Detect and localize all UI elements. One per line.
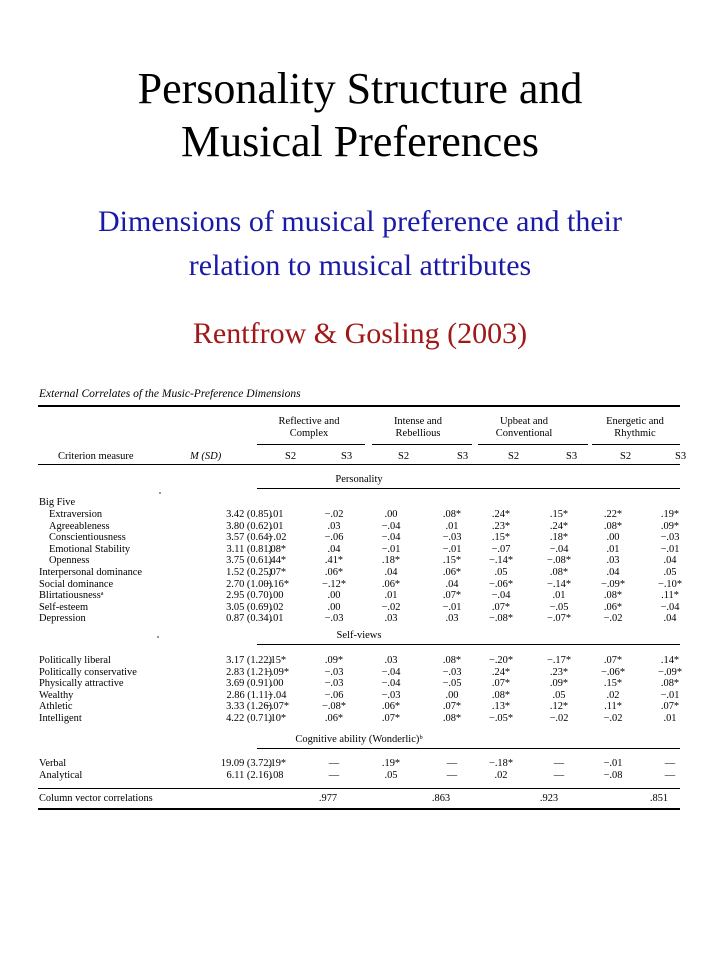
correlation-cell: .03: [606, 555, 620, 567]
section-rule: [257, 748, 680, 749]
row-mean-sd: 1.52 (0.25): [226, 567, 272, 578]
group-header-reflective: [265, 416, 353, 440]
group-header-intense: [373, 416, 463, 440]
table-row: [38, 666, 683, 678]
correlation-cell: −.01: [442, 601, 462, 613]
correlation-cell: .23*: [491, 520, 511, 532]
correlation-cell: .07*: [267, 567, 287, 578]
row-label: Big Five: [39, 497, 76, 508]
table-row: [38, 521, 680, 532]
group-rule: [372, 444, 472, 445]
correlation-cell: .05: [384, 769, 398, 781]
correlation-cell: .00: [606, 532, 620, 544]
correlation-cell: .08*: [267, 543, 287, 555]
correlation-cell: −.01: [381, 543, 401, 555]
correlation-cell: .24*: [491, 666, 511, 678]
subtitle-line-1: Dimensions of musical preference and their: [98, 205, 622, 238]
correlation-cell: .04: [606, 567, 620, 578]
table-top-rule: [38, 405, 680, 407]
correlation-cell: −.09*: [657, 666, 683, 678]
correlation-cell: .09*: [549, 678, 569, 690]
correlation-cell: −.02: [603, 713, 623, 724]
correlation-cell: −.20*: [488, 655, 514, 666]
correlation-cell: .01: [445, 520, 459, 532]
correlation-cell: .24*: [549, 520, 569, 532]
row-mean-sd: 3.80 (0.62): [226, 520, 272, 532]
correlation-cell: −.01: [660, 543, 680, 555]
table-row: [38, 770, 680, 781]
correlation-cell: −.03: [442, 532, 462, 544]
correlation-cell: .01: [552, 590, 566, 602]
table-row: [38, 758, 680, 769]
group-line: Rebellious: [395, 428, 441, 439]
row-mean-sd: 3.11 (0.81): [226, 543, 272, 555]
correlation-cell: −.12*: [321, 578, 347, 590]
correlation-cell: .04: [445, 578, 459, 590]
correlation-cell: .15*: [549, 509, 569, 520]
title-line-2: Musical Preferences: [181, 117, 539, 166]
group-rule: [478, 444, 588, 445]
row-label: Intelligent: [39, 713, 82, 724]
correlation-cell: −.03: [324, 666, 344, 678]
correlation-cell: .08*: [603, 520, 623, 532]
row-mean-sd: 3.05 (0.69): [226, 601, 272, 613]
vector-value: .851: [649, 793, 669, 804]
correlation-cell: −.06: [324, 532, 344, 544]
correlation-cell: .03: [384, 655, 398, 666]
correlation-cell: .05: [663, 567, 677, 578]
correlation-cell: .03: [384, 613, 398, 625]
slide-title: [0, 62, 720, 168]
correlation-cell: .01: [270, 509, 284, 520]
column-vector-row: [38, 793, 680, 804]
correlation-cell: —: [328, 769, 340, 781]
table-row: [38, 713, 680, 724]
correlation-cell: —: [446, 758, 458, 769]
correlation-cell: .02: [270, 601, 284, 613]
correlation-cell: .07*: [442, 701, 462, 713]
title-line-1: Personality Structure and: [137, 64, 583, 113]
correlation-cell: −.16*: [264, 578, 290, 590]
table-row: [38, 602, 680, 613]
correlation-cell: .08*: [442, 713, 462, 724]
table-row: [38, 578, 683, 590]
row-label: Blirtatiousnessᵃ: [39, 590, 104, 602]
correlation-cell: .02: [494, 769, 508, 781]
correlation-cell: .08*: [442, 655, 462, 666]
correlation-cell: —: [553, 769, 565, 781]
row-label: Politically conservative: [39, 666, 137, 678]
correlation-cell: .10*: [267, 713, 287, 724]
correlation-cell: .05: [494, 567, 508, 578]
row-label: Athletic: [39, 701, 73, 713]
correlation-cell: −.02: [324, 509, 344, 520]
row-mean-sd: 2.86 (1.11): [226, 689, 272, 701]
row-mean-sd: 2.70 (1.00): [226, 578, 272, 590]
subtitle-line-2: relation to musical attributes: [188, 249, 532, 282]
correlation-cell: .07*: [660, 701, 680, 713]
correlation-cell: −.02: [549, 713, 569, 724]
correlation-cell: −.09*: [264, 666, 290, 678]
correlation-cell: −.04: [660, 601, 680, 613]
correlation-cell: −.04: [267, 689, 287, 701]
table-row: [38, 509, 680, 520]
correlation-cell: .19*: [381, 758, 401, 769]
correlation-cell: .06*: [381, 701, 401, 713]
row-label: Openness: [49, 555, 90, 567]
correlation-cell: −.08*: [488, 613, 514, 625]
correlation-cell: −.03: [324, 613, 344, 625]
group-line: Rhythmic: [614, 428, 656, 439]
correlation-cell: .04: [327, 543, 341, 555]
group-line: Intense and: [393, 416, 443, 427]
correlation-cell: .00: [445, 689, 459, 701]
correlation-cell: −.07: [491, 543, 511, 555]
correlation-cell: −.04: [381, 678, 401, 690]
correlation-cell: .02: [606, 689, 620, 701]
row-label: Physically attractive: [39, 678, 124, 690]
correlation-cell: .08*: [549, 567, 569, 578]
correlation-cell: .22*: [603, 509, 623, 520]
group-line: Energetic and: [606, 416, 664, 427]
correlation-cell: .24*: [491, 509, 511, 520]
row-mean-sd: 3.69 (0.91): [226, 678, 272, 690]
correlation-cell: .03: [327, 520, 341, 532]
row-mean-sd: 4.22 (0.71): [226, 713, 272, 724]
correlation-cell: −.05*: [488, 713, 514, 724]
header-s3: S3: [457, 451, 469, 462]
correlation-cell: .04: [384, 567, 398, 578]
header-s3: S3: [341, 451, 353, 462]
group-header-energetic: [592, 416, 678, 440]
row-mean-sd: 3.75 (0.61): [226, 555, 272, 567]
correlation-cell: −.02: [267, 532, 287, 544]
correlation-cell: .07*: [603, 655, 623, 666]
correlation-cell: .41*: [324, 555, 344, 567]
slide-subtitle: [0, 200, 720, 288]
row-label: Column vector correlations: [39, 793, 153, 804]
correlation-cell: −.03: [442, 666, 462, 678]
header-s2: S2: [620, 451, 632, 462]
correlation-cell: .01: [663, 713, 677, 724]
row-label: Social dominance: [39, 578, 114, 590]
correlation-cell: .08*: [660, 678, 680, 690]
correlation-cell: .44*: [267, 555, 287, 567]
header-s3: S3: [566, 451, 578, 462]
correlation-cell: —: [553, 758, 565, 769]
group-rule: [257, 444, 365, 445]
correlation-cell: .08*: [491, 689, 511, 701]
correlation-cell: .04: [663, 555, 677, 567]
correlation-cell: −.14*: [488, 555, 514, 567]
correlation-cell: −.04: [381, 532, 401, 544]
group-line: Conventional: [495, 428, 553, 439]
correlation-cell: .15*: [442, 555, 462, 567]
header-s2: S2: [398, 451, 410, 462]
correlation-cell: −.04: [549, 543, 569, 555]
correlation-cell: .09*: [324, 655, 344, 666]
table-row: [38, 701, 680, 712]
correlation-cell: .03: [445, 613, 459, 625]
correlation-cell: −.07*: [264, 701, 290, 713]
row-mean-sd: 0.87 (0.34): [226, 613, 272, 625]
row-mean-sd: 3.33 (1.26): [226, 701, 272, 713]
row-label: Emotional Stability: [49, 543, 131, 555]
row-label: Wealthy: [39, 689, 74, 701]
table-row: [38, 690, 680, 701]
correlation-cell: −.03: [660, 532, 680, 544]
header-criterion: Criterion measure: [58, 451, 134, 462]
group-line: Upbeat and: [499, 416, 549, 427]
group-line: Complex: [289, 428, 329, 439]
correlation-cell: −.03: [381, 689, 401, 701]
correlation-cell: −.04: [381, 666, 401, 678]
vector-rule: [38, 788, 680, 789]
correlation-cell: .06*: [442, 567, 462, 578]
scan-speck: [159, 492, 161, 494]
correlation-cell: .01: [384, 590, 398, 602]
header-s2: S2: [285, 451, 297, 462]
correlation-cell: −.10*: [657, 578, 683, 590]
correlation-cell: .01: [270, 613, 284, 625]
correlation-cell: −.14*: [546, 578, 572, 590]
correlation-cell: −.08*: [321, 701, 347, 713]
section-rule: [257, 644, 680, 645]
row-mean-sd: 3.17 (1.22): [226, 655, 272, 666]
correlation-cell: —: [664, 758, 676, 769]
table-row: [38, 678, 680, 689]
correlation-cell: .19*: [267, 758, 287, 769]
correlation-cell: −.04: [381, 520, 401, 532]
citation: Rentfrow & Gosling (2003): [192, 317, 528, 350]
vector-value: .863: [431, 793, 451, 804]
correlation-cell: .00: [270, 678, 284, 690]
correlation-cell: −.01: [660, 689, 680, 701]
correlation-cell: −.06*: [600, 666, 626, 678]
section-rule: [257, 488, 680, 489]
correlation-cell: .06*: [603, 601, 623, 613]
row-label: Politically liberal: [39, 655, 111, 666]
correlation-cell: .07*: [381, 713, 401, 724]
correlation-cell: .19*: [660, 509, 680, 520]
correlation-cell: −.06*: [488, 578, 514, 590]
row-label: Interpersonal dominance: [39, 567, 142, 578]
correlation-cell: .09*: [660, 520, 680, 532]
table-row: [38, 567, 680, 578]
row-label: Agreeableness: [49, 520, 110, 532]
table-row: [38, 544, 680, 555]
correlation-cell: .00: [327, 590, 341, 602]
row-label: Self-esteem: [39, 601, 89, 613]
group-rule: [592, 444, 680, 445]
correlation-cell: −.09*: [600, 578, 626, 590]
correlation-cell: −.17*: [546, 655, 572, 666]
correlation-cell: .12*: [549, 701, 569, 713]
correlation-cell: .23*: [549, 666, 569, 678]
correlation-cell: .08*: [442, 509, 462, 520]
table-row: [38, 590, 680, 601]
correlation-cell: .07*: [491, 678, 511, 690]
correlation-cell: .08*: [603, 590, 623, 602]
correlation-cell: .14*: [660, 655, 680, 666]
table-row: [38, 613, 680, 624]
correlation-cell: —: [446, 769, 458, 781]
correlation-cell: .15*: [491, 532, 511, 544]
correlation-cell: .06*: [324, 713, 344, 724]
table-bottom-rule: [38, 808, 680, 810]
section-personality: Personality: [335, 474, 383, 485]
correlation-cell: .11*: [661, 590, 679, 602]
row-mean-sd: 2.95 (0.70): [226, 590, 272, 602]
correlation-cell: −.03: [324, 678, 344, 690]
row-label: Extraversion: [49, 509, 103, 520]
correlation-cell: —: [664, 769, 676, 781]
group-line: Reflective and: [278, 416, 340, 427]
correlation-cell: .04: [663, 613, 677, 625]
correlation-cell: .01: [270, 520, 284, 532]
correlation-cell: −.05: [549, 601, 569, 613]
correlation-cell: −.18*: [488, 758, 514, 769]
correlation-cell: −.08*: [546, 555, 572, 567]
correlation-cell: −.02: [603, 613, 623, 625]
row-label: Analytical: [39, 769, 83, 781]
correlation-cell: −.07*: [546, 613, 572, 625]
correlation-cell: −.01: [603, 758, 623, 769]
header-s2: S2: [508, 451, 520, 462]
correlation-cell: .01: [606, 543, 620, 555]
big-five-heading: [38, 497, 680, 508]
correlation-cell: .06*: [324, 567, 344, 578]
correlation-cell: —: [328, 758, 340, 769]
row-mean-sd: 2.83 (1.21): [226, 666, 272, 678]
correlation-cell: −.08: [603, 769, 623, 781]
correlation-cell: −.06: [324, 689, 344, 701]
correlation-cell: .06*: [381, 578, 401, 590]
correlation-cell: .15*: [603, 678, 623, 690]
row-label: Verbal: [39, 758, 67, 769]
correlation-cell: .00: [270, 590, 284, 602]
correlation-cell: .00: [384, 509, 398, 520]
correlation-cell: .18*: [549, 532, 569, 544]
correlation-cell: .08: [270, 769, 284, 781]
vector-value: .923: [539, 793, 559, 804]
correlation-cell: .07*: [491, 601, 511, 613]
row-label: Conscientiousness: [49, 532, 126, 544]
header-s3: S3: [675, 451, 687, 462]
correlation-cell: .07*: [442, 590, 462, 602]
header-mean-sd: M (SD): [190, 451, 222, 462]
table-row: [38, 532, 680, 543]
group-header-upbeat: [478, 416, 570, 440]
correlation-cell: .00: [327, 601, 341, 613]
section-cognitive: Cognitive ability (Wonderlic)ᵇ: [295, 734, 423, 745]
row-label: Depression: [39, 613, 86, 625]
correlation-cell: −.02: [381, 601, 401, 613]
table-row: [38, 555, 680, 566]
table-row: [38, 655, 680, 666]
correlation-cell: .15*: [267, 655, 287, 666]
vector-value: .977: [318, 793, 338, 804]
row-mean-sd: 3.42 (0.85): [226, 509, 272, 520]
correlation-cell: .11*: [604, 701, 622, 713]
row-mean-sd: 19.09 (3.72): [220, 758, 272, 769]
row-mean-sd: 6.11 (2.16): [226, 769, 272, 781]
correlation-cell: .18*: [381, 555, 401, 567]
correlation-cell: −.05: [442, 678, 462, 690]
correlation-cell: .05: [552, 689, 566, 701]
section-self-views: Self-views: [336, 630, 382, 641]
table-caption: External Correlates of the Music-Preference Dimensions: [39, 388, 301, 400]
correlation-cell: −.01: [442, 543, 462, 555]
correlation-cell: −.04: [491, 590, 511, 602]
correlation-cell: .13*: [491, 701, 511, 713]
header-rule: [38, 464, 680, 465]
row-mean-sd: 3.57 (0.64): [226, 532, 272, 544]
